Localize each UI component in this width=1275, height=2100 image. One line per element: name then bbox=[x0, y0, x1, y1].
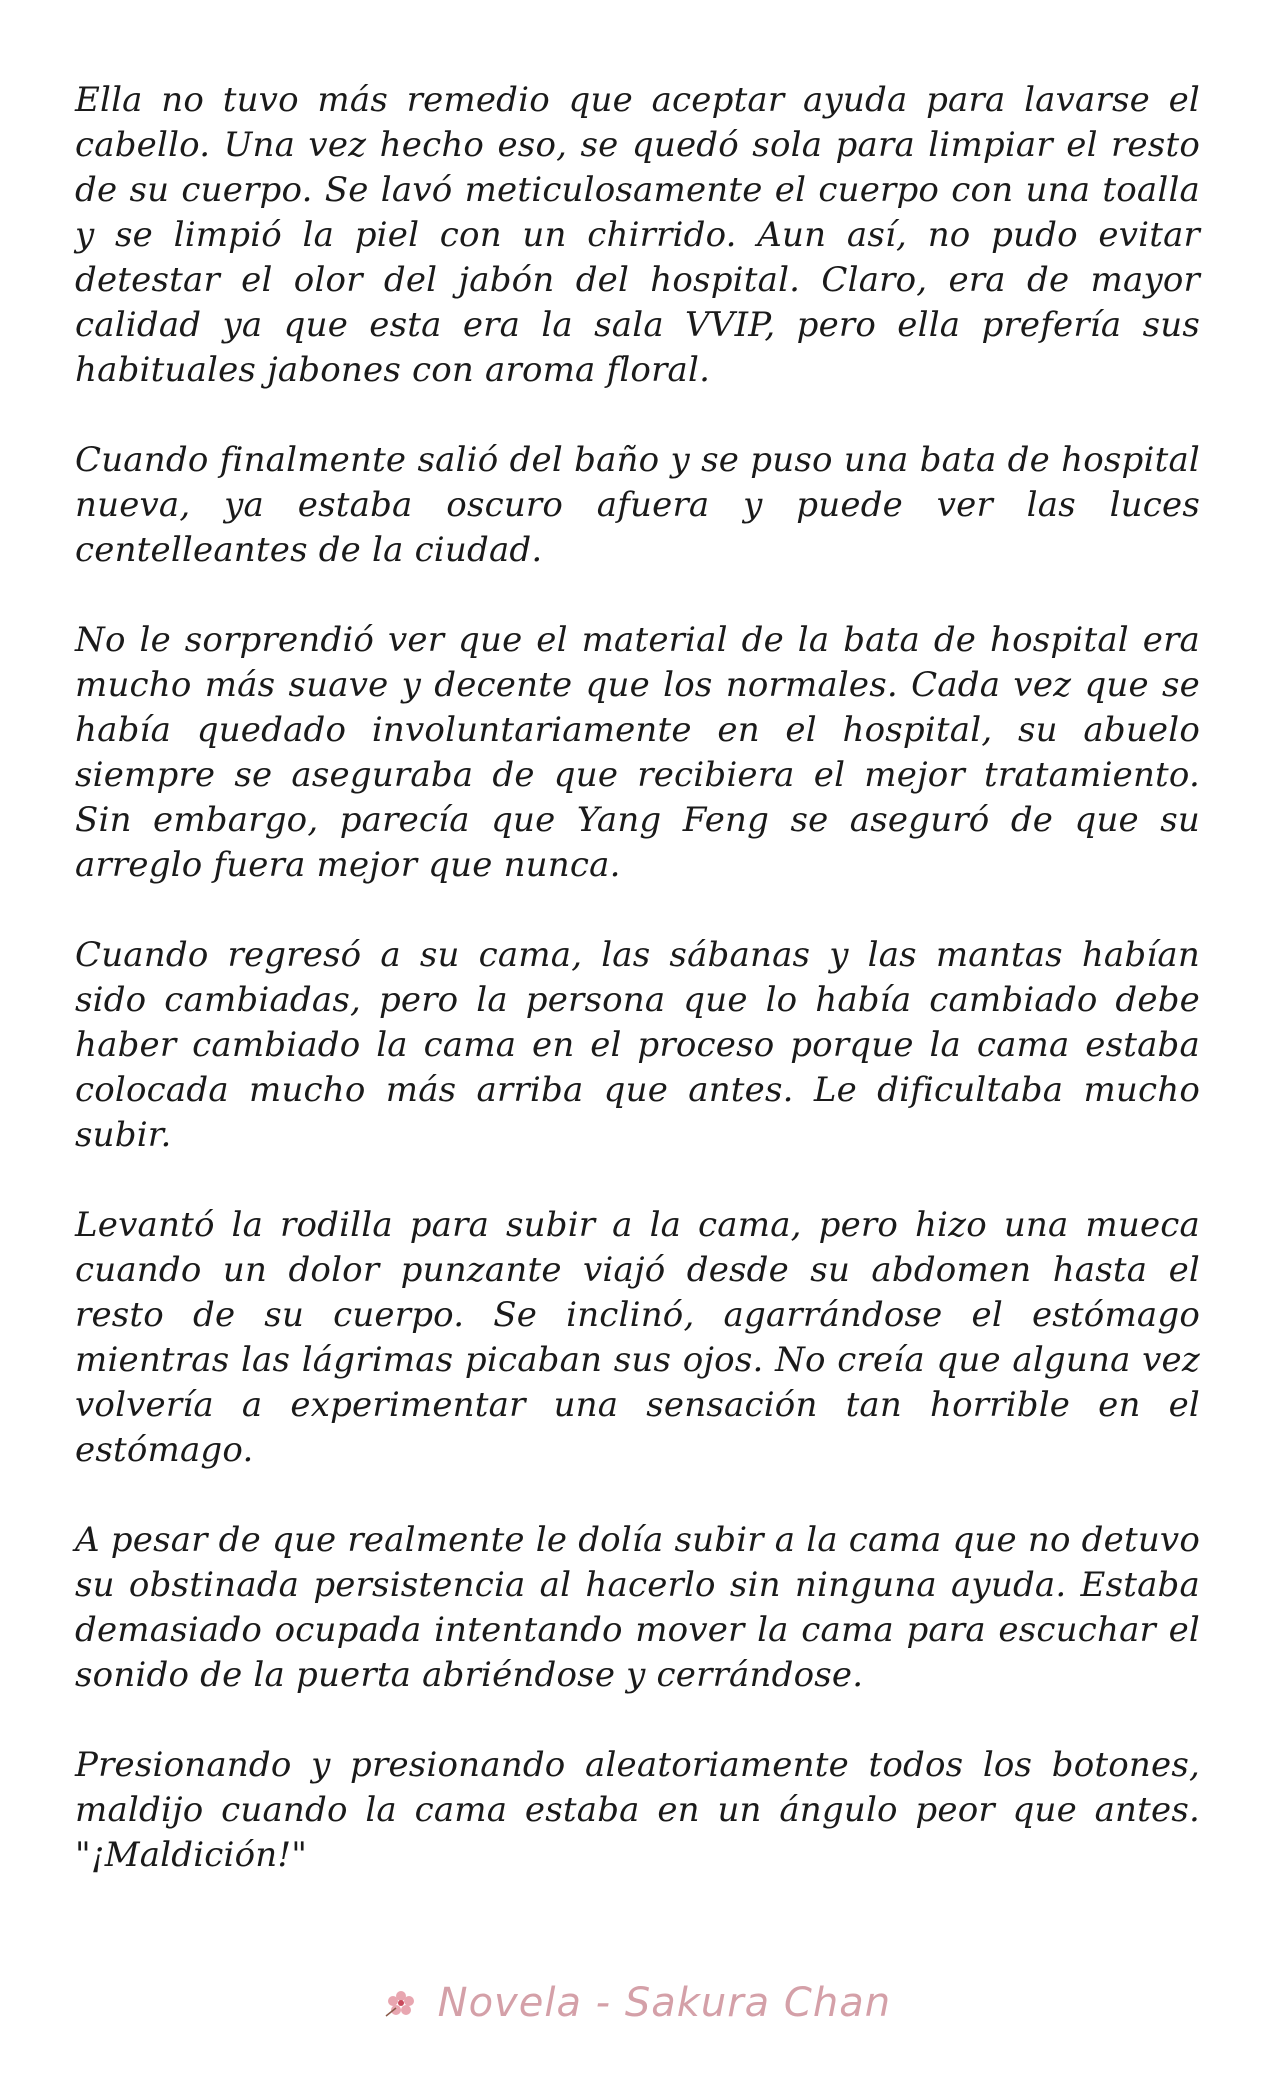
paragraph: Levantó la rodilla para subir a la cama, pero hizo una mueca cuando un dolor punzante viajó desde su abdomen hasta el resto de su cuerpo. Se inclinó, agarrándose el estómago mientras las lágrimas picaban sus ojos. No creía que alguna vez volvería a experimentar una sensación tan horrible en el estómago. bbox=[75, 1205, 1200, 1470]
watermark bbox=[0, 1980, 1275, 2028]
watermark-text: Novela - Sakura Chan bbox=[437, 1980, 892, 2026]
paragraph: Cuando regresó a su cama, las sábanas y las mantas habían sido cambiadas, pero la persona que lo había cambiado debe haber cambiado la cama en el proceso porque la cama estaba colocada mucho más arriba que antes. Le dificultaba mucho subir. bbox=[75, 935, 1200, 1155]
paragraph: Presionando y presionando aleatoriamente todos los botones, maldijo cuando la cama estaba en un ángulo peor que antes. "¡Maldición!" bbox=[75, 1745, 1200, 1875]
paragraph: Ella no tuvo más remedio que aceptar ayuda para lavarse el cabello. Una vez hecho eso, se quedó sola para limpiar el resto de su cuerpo. Se lavó meticulosamente el cuerpo con una toalla y se limpió la piel con un chirrido. Aun así, no pudo evitar detestar el olor del jabón del hospital. Claro, era de mayor calidad ya que esta era la sala VVIP, pero ella prefería sus habituales jabones con aroma floral. bbox=[75, 80, 1200, 390]
paragraph: No le sorprendió ver que el material de la bata de hospital era mucho más suave y decente que los normales. Cada vez que se había quedado involuntariamente en el hospital, su abuelo siempre se aseguraba de que recibiera el mejor tratamiento. Sin embargo, parecía que Yang Feng se aseguró de que su arreglo fuera mejor que nunca. bbox=[75, 620, 1200, 885]
document-body bbox=[75, 78, 1200, 1878]
sakura-flower-icon bbox=[384, 1982, 418, 2028]
paragraph: Cuando finalmente salió del baño y se puso una bata de hospital nueva, ya estaba oscuro afuera y puede ver las luces centelleantes de la ciudad. bbox=[75, 440, 1200, 570]
paragraph: A pesar de que realmente le dolía subir a la cama que no detuvo su obstinada persistencia al hacerlo sin ninguna ayuda. Estaba demasiado ocupada intentando mover la cama para escuchar el sonido de la puerta abriéndose y cerrándose. bbox=[75, 1520, 1200, 1695]
